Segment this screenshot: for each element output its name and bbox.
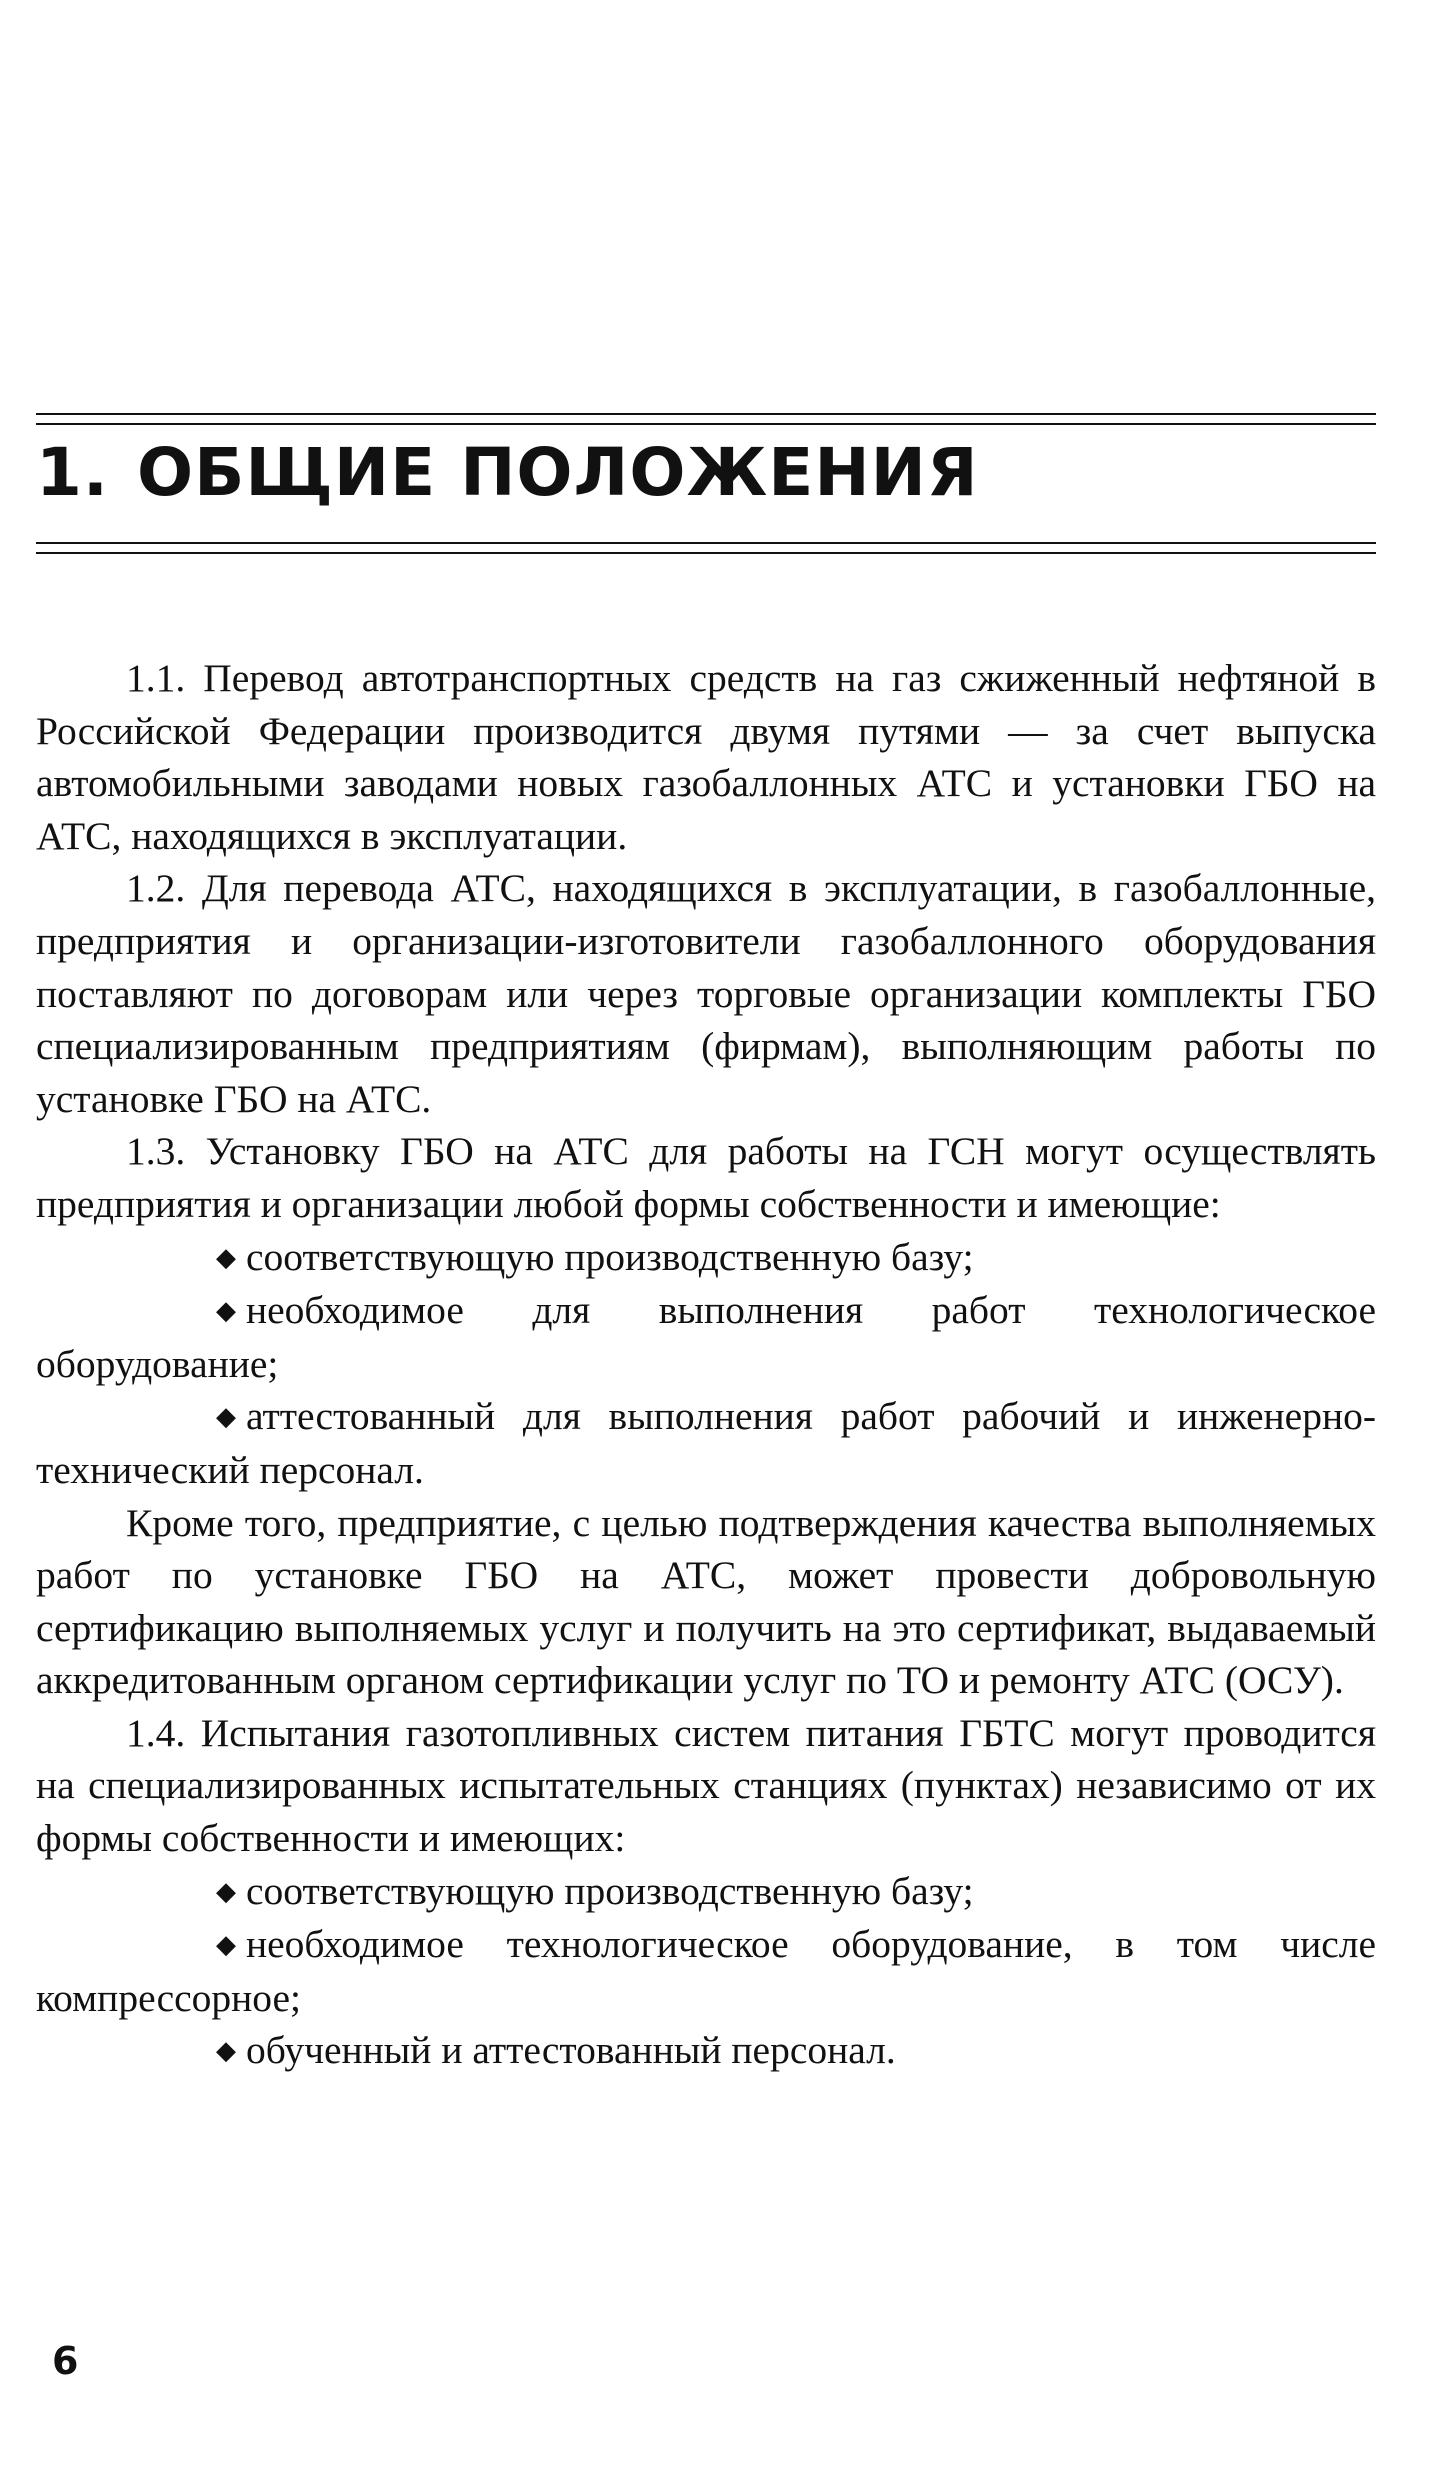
header-rule-top-1 — [36, 413, 1376, 415]
bullet-text: необходимое технологическое оборудование, в том числе компрессорное; — [36, 1922, 1376, 2020]
bullet-item — [36, 2024, 1376, 2078]
paragraph: 1.2. Для перевода АТС, находящихся в эксплуатации, в газобаллонные, предприятия и организации-изготовители газобаллонного оборудования поставляют по договорам или через торговые организации комплекты ГБО специализированным предприятиям (фирмам), выполняющим работы по установке ГБО на АТС. — [36, 866, 1376, 1121]
bullet-diamond-icon: ◆ — [216, 1930, 236, 1961]
chapter-number: 1. — [36, 434, 109, 511]
body-text — [36, 652, 1376, 2078]
bullet-item — [36, 1284, 1376, 1390]
paragraph: 1.3. Установку ГБО на АТС для работы на ГСН могут осуществлять предприятия и организации любой формы собственности и имеющие: — [36, 1129, 1376, 1226]
bullet-diamond-icon: ◆ — [216, 1242, 236, 1273]
bullet-diamond-icon: ◆ — [216, 1402, 236, 1433]
bullet-diamond-icon: ◆ — [216, 1296, 236, 1327]
paragraph: 1.4. Испытания газотопливных систем питания ГБТС могут проводится на специализированных испытательных станциях (пунктах) независимо от их формы собственности и имеющих: — [36, 1710, 1376, 1861]
bullet-diamond-icon: ◆ — [216, 2036, 236, 2067]
header-rule-top-2 — [36, 423, 1376, 425]
bullet-text: аттестованный для выполнения работ рабочий и инженерно-технический персонал. — [36, 1394, 1376, 1492]
bullet-text: обученный и аттестованный персонал. — [246, 2028, 896, 2073]
bullet-item — [36, 1390, 1376, 1496]
bullet-item — [36, 1231, 1376, 1285]
bullet-diamond-icon: ◆ — [216, 1876, 236, 1907]
bullet-text: необходимое для выполнения работ технологическое оборудование; — [36, 1288, 1376, 1386]
bullet-text: соответствующую производственную базу; — [246, 1868, 974, 1913]
bullet-item — [36, 1865, 1376, 1919]
chapter-title — [36, 434, 979, 511]
chapter-title-text: ОБЩИЕ ПОЛОЖЕНИЯ — [136, 434, 979, 511]
header-rule-bottom-2 — [36, 552, 1376, 554]
paragraph: Кроме того, предприятие, с целью подтверждения качества выполняемых работ по установке ГБО на АТС, может провести добровольную сертификацию выполняемых услуг и получить на это сертификат, выдаваемый аккредитованным органом сертификации услуг по ТО и ремонту АТС (ОСУ). — [36, 1500, 1376, 1703]
header-rule-bottom-1 — [36, 542, 1376, 544]
page-number: 6 — [52, 2339, 79, 2383]
paragraph: 1.1. Перевод автотранспортных средств на газ сжиженный нефтяной в Российской Федерации производится двумя путями — за счет выпуска автомобильными заводами новых газобаллонных АТС и установки ГБО на АТС, находящихся в эксплуатации. — [36, 656, 1376, 858]
bullet-text: соответствующую производственную базу; — [246, 1234, 974, 1279]
bullet-item — [36, 1918, 1376, 2024]
